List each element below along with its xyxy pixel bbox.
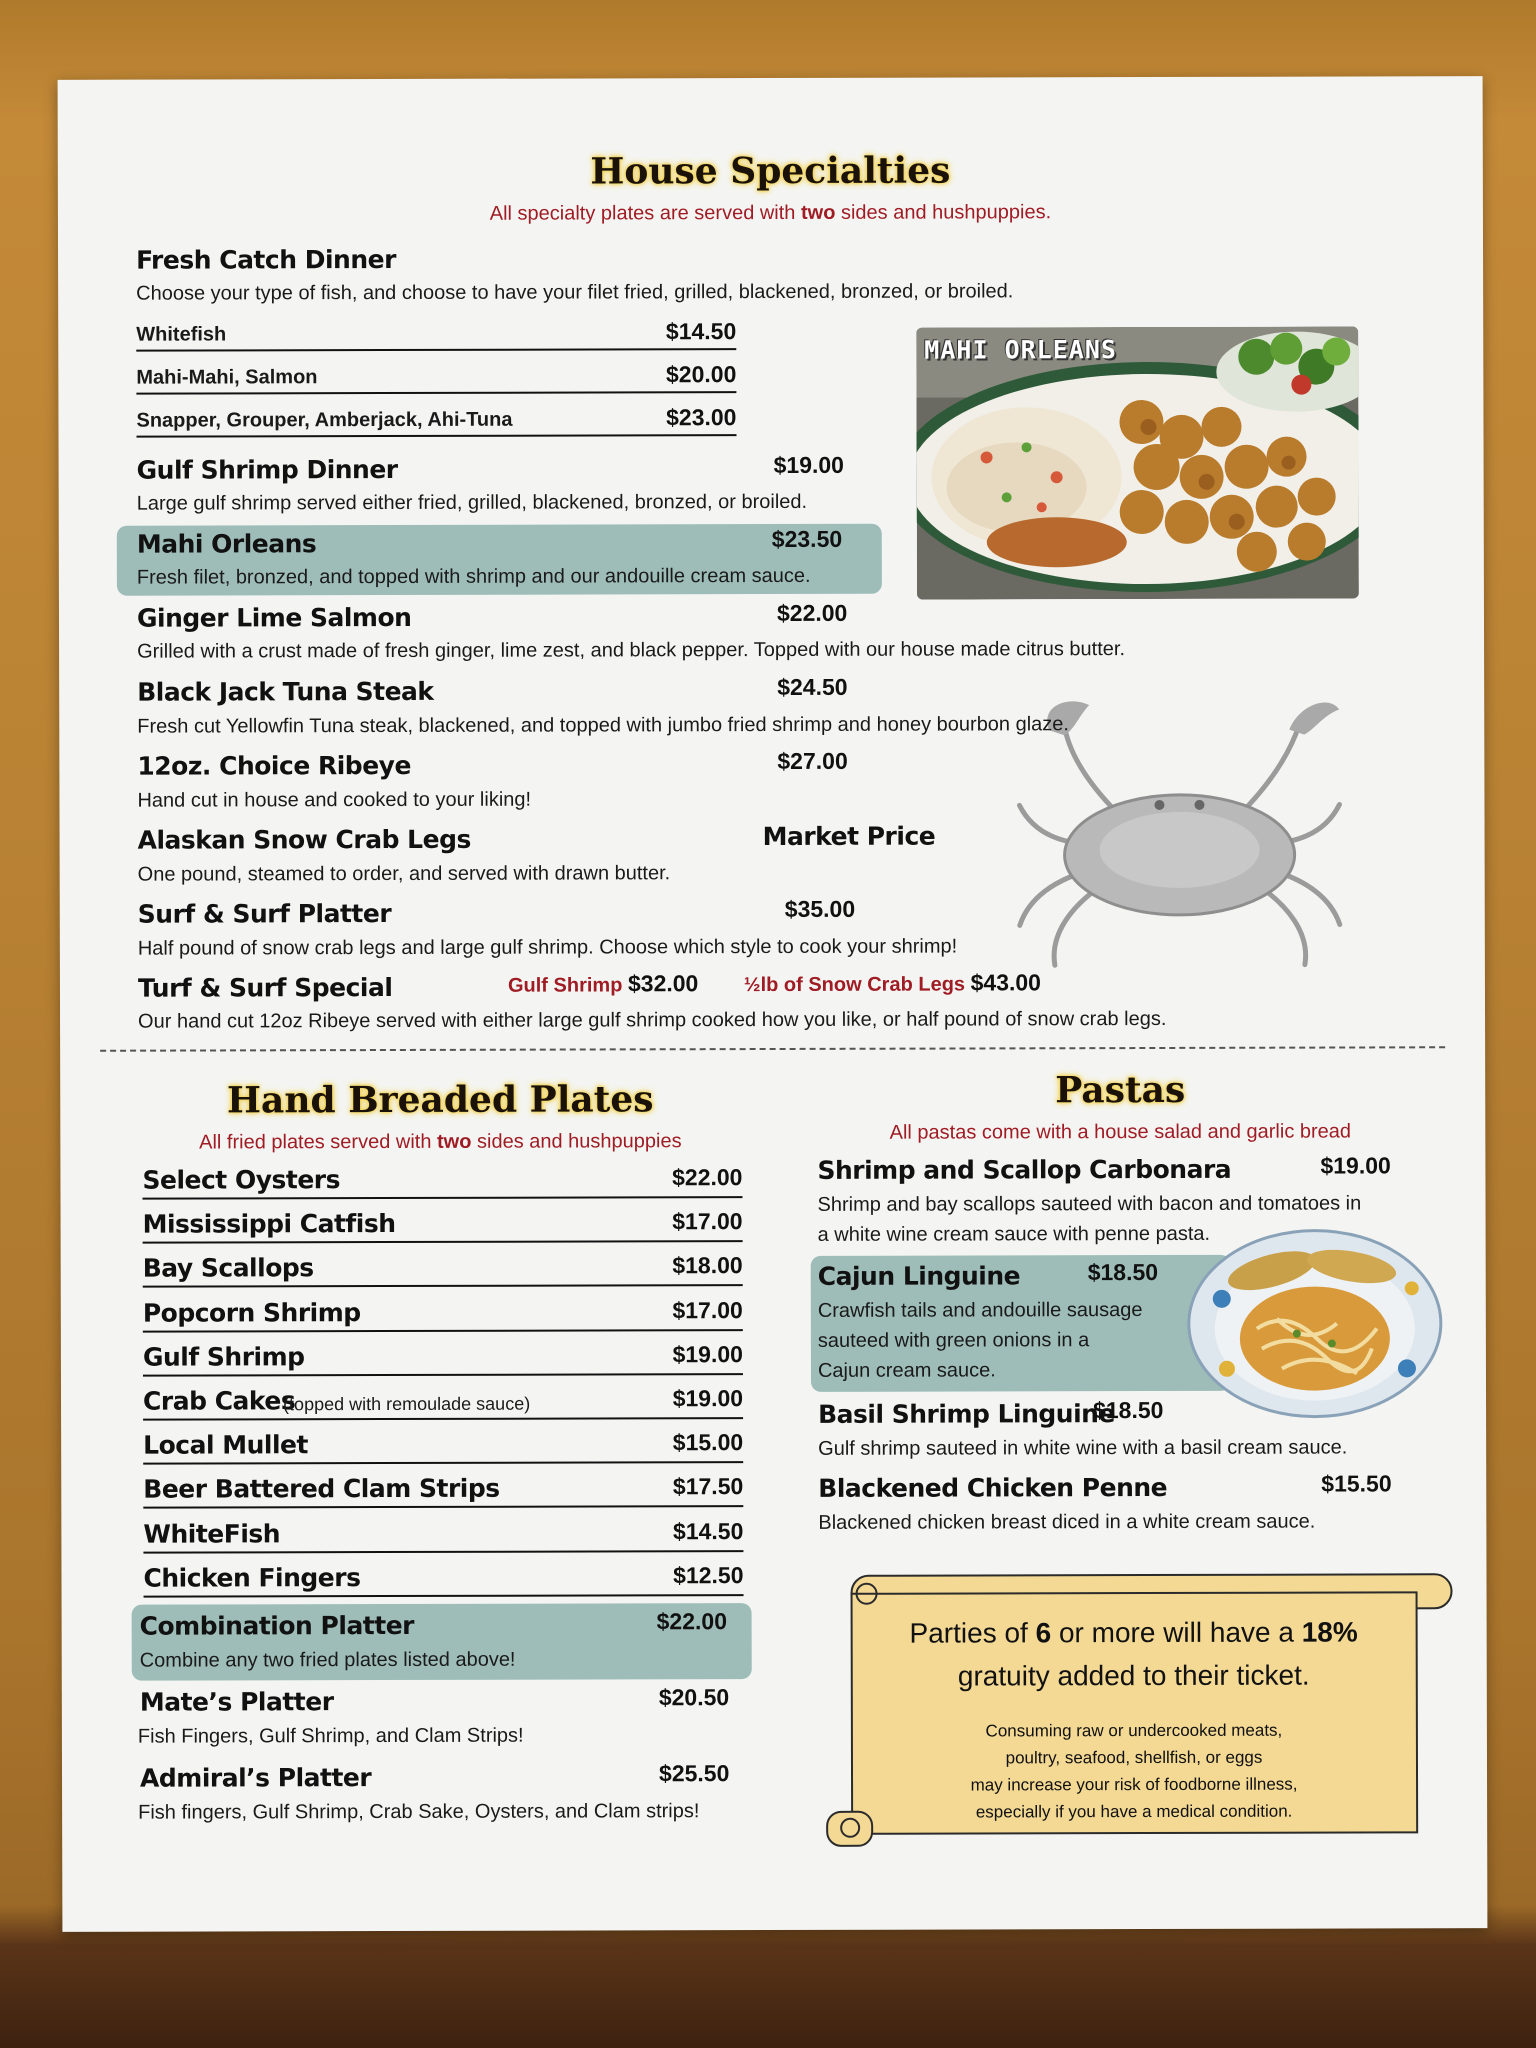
subtitle-text: sides and hushpuppies: [471, 1130, 682, 1153]
subtitle-bold: two: [436, 1130, 472, 1153]
menu-item-name: Bay Scallops: [142, 1253, 314, 1284]
breaded-list: [142, 1162, 744, 1593]
menu-item-desc: Fish Fingers, Gulf Shrimp, and Clam Strips!: [137, 1724, 524, 1748]
section-divider: [100, 1046, 1445, 1052]
menu-item-desc: Gulf shrimp sauteed in white wine with a basil cream sauce.: [818, 1436, 1348, 1460]
menu-item-name: Beer Battered Clam Strips: [143, 1474, 500, 1505]
food-safety-warning: [854, 1716, 1414, 1825]
menu-item-price: $17.00: [672, 1208, 743, 1235]
menu-item-name: Black Jack Tuna Steak: [137, 676, 434, 707]
hand-breaded-subtitle: [130, 1130, 750, 1155]
menu-item-desc: Choose your type of fish, and choose to have your filet fried, grilled, blackened, bronzed, or broiled.: [136, 280, 1014, 305]
menu-item-price: $15.50: [1321, 1470, 1392, 1497]
menu-item-price: $19.00: [773, 451, 844, 478]
gratuity-notice-line2: gratuity added to their ticket.: [957, 1659, 1310, 1692]
notice-text: Parties of: [909, 1617, 1036, 1649]
menu-item-price: $18.50: [1087, 1258, 1159, 1286]
menu-item-name: Fresh Catch Dinner: [136, 244, 396, 275]
house-specialties-subtitle: [58, 200, 1483, 227]
mahi-orleans-photo: [916, 326, 1359, 599]
menu-item-price: $22.00: [656, 1608, 728, 1635]
menu-item-price: $14.50: [672, 1517, 744, 1544]
menu-item-desc: Our hand cut 12oz Ribeye served with either large gulf shrimp cooked how you like, or half pound of snow crab legs.: [138, 1007, 1167, 1033]
fresh-catch-option: [136, 318, 736, 352]
menu-item-name: Local Mullet: [143, 1430, 308, 1460]
menu-item-name: Alaskan Snow Crab Legs: [137, 824, 471, 855]
menu-item-price: $18.00: [672, 1252, 743, 1279]
menu-item-desc: Cajun cream sauce.: [817, 1359, 996, 1382]
turf-option-price: $43.00: [970, 969, 1041, 996]
menu-item-desc: Fresh cut Yellowfin Tuna steak, blackened, and topped with jumbo fried shrimp and honey bourbon glaze.: [137, 713, 1070, 738]
breaded-item-row: [143, 1339, 743, 1377]
menu-item-price: $19.00: [672, 1385, 744, 1412]
photo-label: MAHI ORLEANS: [924, 335, 1117, 365]
menu-item-price: $20.50: [658, 1684, 730, 1711]
subtitle-text: All fried plates served with: [199, 1130, 438, 1154]
menu-item-note: (topped with remoulade sauce): [283, 1393, 531, 1415]
menu-item-name: Blackened Chicken Penne: [818, 1472, 1168, 1503]
menu-item-name: Mate’s Platter: [139, 1687, 334, 1717]
fresh-catch-option: [136, 404, 736, 438]
warning-line: may increase your risk of foodborne illness,: [970, 1774, 1298, 1795]
menu-item-price: $18.50: [1093, 1396, 1164, 1424]
menu-item-desc: Blackened chicken breast diced in a white cream sauce.: [818, 1510, 1316, 1534]
menu-item-price: $22.00: [776, 599, 848, 626]
menu-item-desc: Shrimp and bay scallops sauteed with bacon and tomatoes in: [817, 1192, 1362, 1216]
option-name: Snapper, Grouper, Amberjack, Ahi-Tuna: [136, 408, 513, 432]
menu-item-desc: One pound, steamed to order, and served with drawn butter.: [137, 862, 671, 886]
menu-item-name: Cajun Linguine: [817, 1261, 1021, 1291]
notice-bold: 18%: [1301, 1616, 1358, 1648]
subtitle-bold: two: [800, 201, 836, 224]
menu-item-name: Surf & Surf Platter: [137, 898, 392, 929]
option-price: $20.00: [665, 361, 737, 388]
option-name: Whitefish: [136, 323, 227, 346]
breaded-item-row: [143, 1250, 743, 1288]
menu-item-name: Turf & Surf Special: [137, 972, 393, 1003]
menu-item-name: WhiteFish: [143, 1518, 281, 1549]
turf-option-label: Gulf Shrimp: [507, 974, 623, 997]
menu-item-price: $17.00: [672, 1296, 743, 1323]
breaded-item-row: [143, 1206, 743, 1244]
option-name: Mahi-Mahi, Salmon: [136, 366, 318, 389]
breaded-item-row: [143, 1516, 743, 1554]
option-price: $14.50: [665, 318, 737, 345]
menu-item-name: Gulf Shrimp: [142, 1342, 305, 1372]
warning-line: Consuming raw or undercooked meats,: [985, 1720, 1283, 1741]
turf-option-label: ½lb of Snow Crab Legs: [743, 973, 966, 997]
menu-item-name: Combination Platter: [139, 1610, 415, 1641]
menu-item-desc: Grilled with a crust made of fresh ginger, lime zest, and black pepper. Topped with our house made citrus butter.: [137, 638, 1126, 663]
breaded-item-row: [143, 1383, 743, 1421]
menu-item-price: $24.50: [777, 673, 848, 700]
subtitle-text: All specialty plates are served with: [489, 201, 802, 225]
fresh-catch-option: [136, 361, 736, 395]
notice-bold: 6: [1035, 1617, 1052, 1649]
menu-item-price: $22.00: [672, 1164, 743, 1191]
menu-item-name: Admiral’s Platter: [139, 1763, 372, 1793]
menu-item-name: Mahi Orleans: [136, 529, 317, 559]
menu-item-name: Shrimp and Scallop Carbonara: [817, 1154, 1232, 1185]
menu-item-desc: Crawfish tails and andouille sausage: [817, 1299, 1143, 1322]
menu-item-price: $17.50: [672, 1473, 744, 1500]
menu-item-desc: Large gulf shrimp served either fried, grilled, blackened, bronzed, or broiled.: [136, 490, 808, 515]
menu-item-price: Market Price: [762, 821, 936, 852]
breaded-item-row: [143, 1427, 743, 1465]
menu-item-desc: Combine any two fried plates listed above!: [139, 1648, 516, 1672]
menu-item-desc: Fresh filet, bronzed, and topped with shrimp and our andouille cream sauce.: [136, 564, 811, 589]
menu-item-price: $15.00: [672, 1429, 744, 1456]
menu-item-price: $35.00: [784, 895, 856, 922]
menu-item-name: 12oz. Choice Ribeye: [137, 750, 411, 781]
turf-option-price: $32.00: [627, 970, 699, 997]
breaded-item-row: [143, 1471, 743, 1509]
turf-options: [508, 969, 1041, 997]
mahi-orleans-image: [916, 326, 1359, 599]
house-specialties-title: House Specialties: [590, 149, 951, 193]
menu-item-price: $19.00: [1320, 1152, 1391, 1179]
menu-item-price: $25.50: [658, 1760, 730, 1787]
menu-item-desc: a white wine cream sauce with penne pasta.: [817, 1222, 1211, 1246]
menu-item-name: Select Oysters: [142, 1165, 341, 1195]
breaded-item-row: [142, 1162, 742, 1200]
hand-breaded-title: Hand Breaded Plates: [226, 1078, 654, 1122]
warning-line: especially if you have a medical condition.: [975, 1801, 1293, 1822]
warning-line: poultry, seafood, shellfish, or eggs: [1005, 1747, 1263, 1768]
menu-item-desc: Hand cut in house and cooked to your liking!: [137, 788, 532, 812]
pastas-title: Pastas: [1055, 1068, 1186, 1112]
menu-page: [58, 76, 1488, 1932]
menu-item-price: $27.00: [777, 747, 848, 774]
option-price: $23.00: [666, 404, 737, 431]
notice-text: or more will have a: [1051, 1616, 1302, 1649]
menu-item-name: Ginger Lime Salmon: [136, 602, 412, 633]
menu-item-name: Chicken Fingers: [143, 1562, 361, 1593]
pasta-photo: [1187, 1228, 1443, 1419]
breaded-item-row: [143, 1295, 743, 1333]
menu-item-desc: Fish fingers, Gulf Shrimp, Crab Sake, Oysters, and Clam strips!: [138, 1800, 700, 1824]
menu-item-price: $19.00: [672, 1340, 743, 1368]
breaded-item-row: [143, 1560, 743, 1598]
menu-item-name: Crab Cakes: [142, 1386, 296, 1416]
menu-item-price: $12.50: [673, 1561, 744, 1589]
menu-item-name: Basil Shrimp Linguine: [818, 1399, 1115, 1429]
pastas-subtitle: All pastas come with a house salad and garlic bread: [889, 1120, 1352, 1144]
menu-item-name: Popcorn Shrimp: [142, 1297, 361, 1328]
crab-illustration: [1009, 694, 1350, 985]
menu-item-desc: Half pound of snow crab legs and large gulf shrimp. Choose which style to cook your shrimp!: [137, 935, 958, 960]
gratuity-notice-line1: [854, 1616, 1414, 1649]
menu-item-desc: sauteed with green onions in a: [817, 1329, 1090, 1352]
subtitle-text: sides and hushpuppies.: [835, 201, 1052, 224]
menu-item-name: Gulf Shrimp Dinner: [136, 454, 398, 485]
menu-item-name: Mississippi Catfish: [142, 1209, 396, 1239]
menu-item-price: $23.50: [771, 525, 843, 553]
